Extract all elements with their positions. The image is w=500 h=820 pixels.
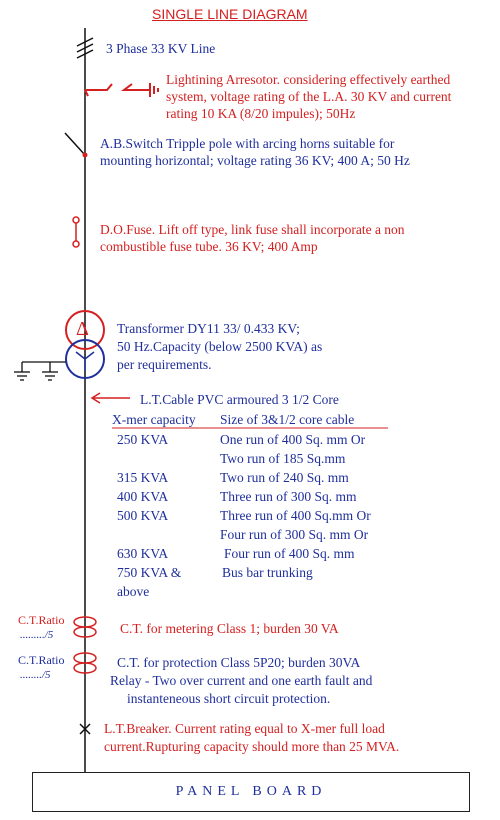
delta-symbol: Δ <box>76 318 89 340</box>
relay-line-2: instanteneous short circuit protection. <box>127 691 331 706</box>
table-row-cable: Four run of 400 Sq. mm <box>224 546 355 561</box>
table-row-cable: Three run of 300 Sq. mm <box>220 489 357 504</box>
table-row-cable: Four run of 300 Sq. mm Or <box>220 527 369 542</box>
table-row-cable: One run of 400 Sq. mm Or <box>220 432 366 447</box>
transformer-line-2: 50 Hz.Capacity (below 2500 KVA) as <box>117 339 323 354</box>
panel-board <box>32 772 470 812</box>
table-row-capacity: 500 KVA <box>117 508 169 523</box>
ct2-ratio-value: ......../5 <box>20 669 51 681</box>
ct2-text: C.T. for protection Class 5P20; burden 30VA <box>117 655 361 670</box>
table-row-cable: Three run of 400 Sq.mm Or <box>220 508 371 523</box>
relay-line-1: Relay - Two over current and one earth fault and <box>110 673 373 688</box>
table-row-capacity: 315 KVA <box>117 470 169 485</box>
do-fuse-line-1: D.O.Fuse. Lift off type, link fuse shall incorporate a non <box>100 222 405 237</box>
transformer-line-3: per requirements. <box>117 357 212 372</box>
table-row-cable: Bus bar trunking <box>222 565 313 580</box>
table-row-capacity: 400 KVA <box>117 489 169 504</box>
arrester-line-2: system, voltage rating of the L.A. 30 KV and current <box>166 89 452 104</box>
cable-arrow <box>92 393 130 403</box>
ct1-ratio-value: ........./5 <box>20 629 54 641</box>
breaker-line-2: current.Rupturing capacity should more than 25 MVA. <box>104 739 400 754</box>
table-row-capacity: 750 KVA & <box>117 565 182 580</box>
do-fuse-symbol <box>73 217 79 247</box>
ab-switch-symbol <box>65 133 88 158</box>
ct2-ratio-label: C.T.Ratio <box>18 653 65 667</box>
table-row-capacity: 630 KVA <box>117 546 169 561</box>
cable-label: L.T.Cable PVC armoured 3 1/2 Core <box>140 392 339 407</box>
panel-board-label: PANEL BOARD <box>175 784 327 799</box>
ab-switch-line-1: A.B.Switch Tripple pole with arcing horns suitable for <box>100 136 395 151</box>
ct1-text: C.T. for metering Class 1; burden 30 VA <box>120 621 339 636</box>
earthing-symbol <box>14 362 66 380</box>
arrester-line-1: Lightining Arresotor. considering effectively earthed <box>166 72 451 87</box>
ct1-ratio-label: C.T.Ratio <box>18 613 65 627</box>
diagram-title: SINGLE LINE DIAGRAM <box>152 6 308 22</box>
table-row-capacity: 250 KVA <box>117 432 169 447</box>
arrester-line-3: rating 10 KA (8/20 impules); 50Hz <box>166 106 356 121</box>
line-label: 3 Phase 33 KV Line <box>106 41 216 56</box>
do-fuse-line-2: combustible fuse tube. 36 KV; 400 Amp <box>100 239 318 254</box>
ab-switch-line-2: mounting horizontal; voltage rating 36 KV; 400 A; 50 Hz <box>100 153 410 168</box>
table-header-cable: Size of 3&1/2 core cable <box>220 412 355 427</box>
table-row-cable: Two run of 185 Sq.mm <box>220 451 346 466</box>
table-row-cable: Two run of 240 Sq. mm <box>220 470 349 485</box>
transformer-line-1: Transformer DY11 33/ 0.433 KV; <box>117 321 300 336</box>
table-header-capacity: X-mer capacity <box>112 412 196 427</box>
breaker-line-1: L.T.Breaker. Current rating equal to X-mer full load <box>104 721 385 736</box>
lightning-arrester-symbol <box>85 83 158 97</box>
table-row-capacity: above <box>117 584 150 599</box>
